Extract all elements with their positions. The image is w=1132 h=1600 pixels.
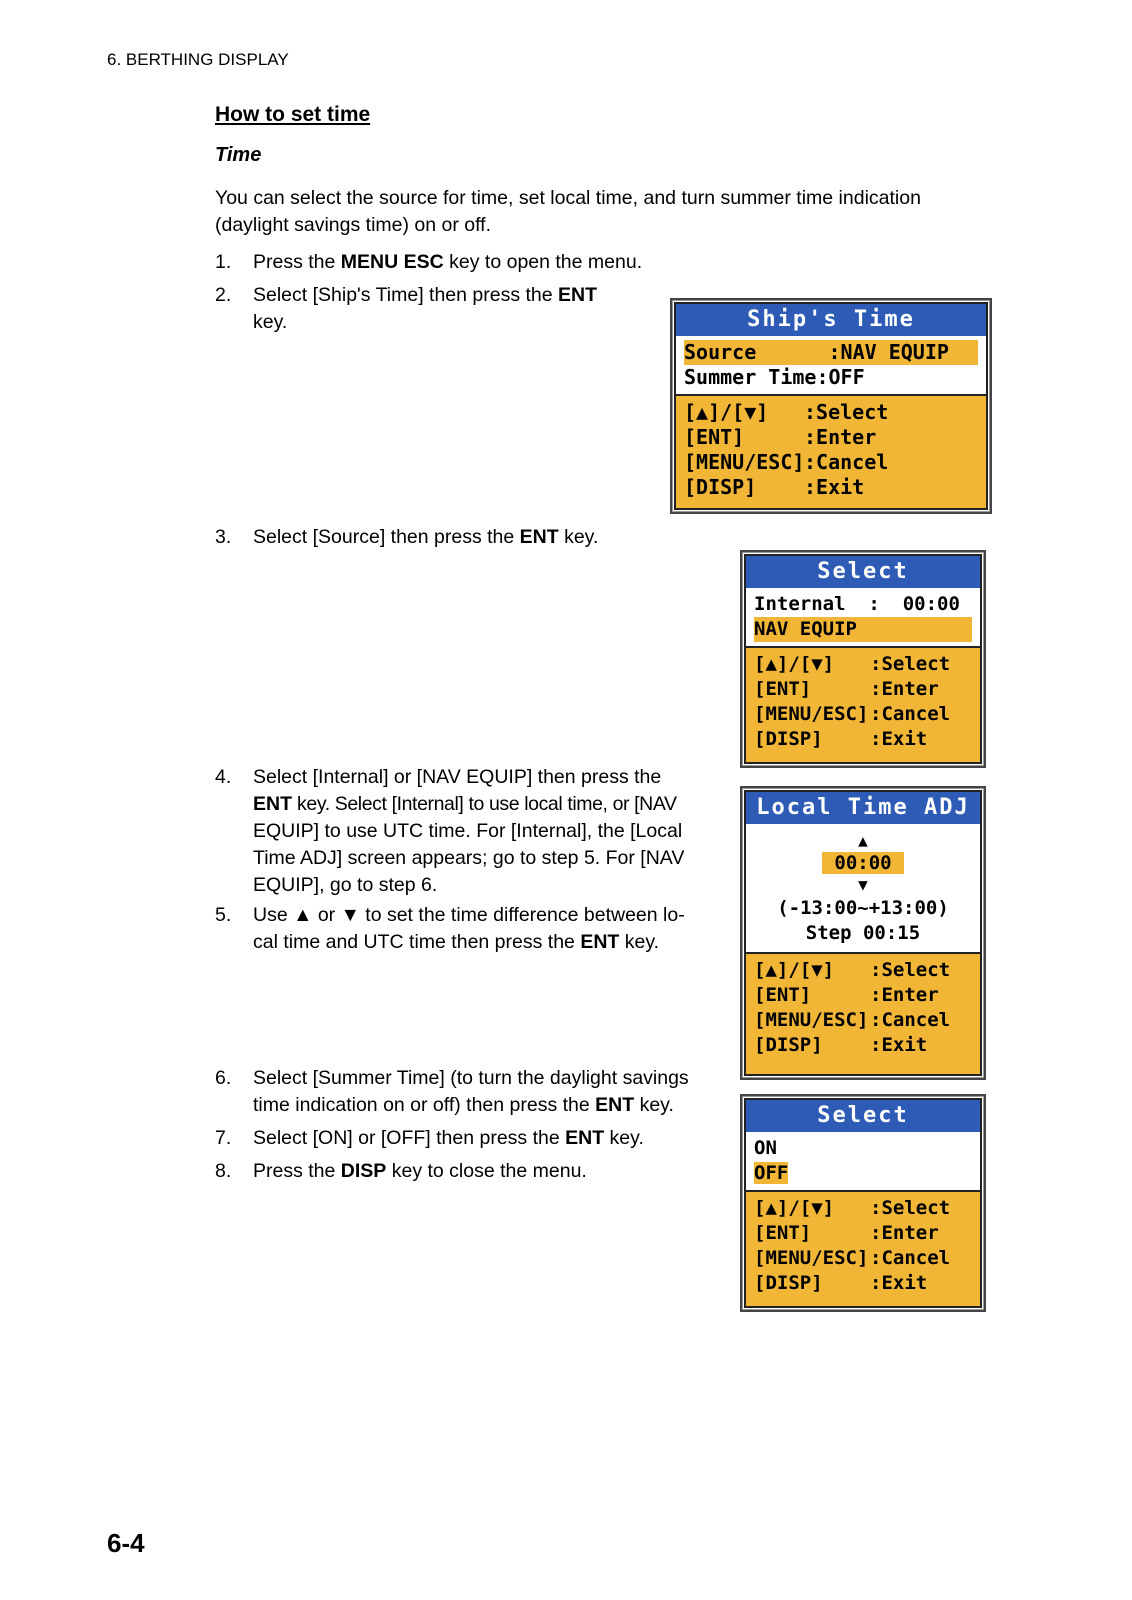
section-title: How to set time <box>215 103 371 126</box>
screen-title: Local Time ADJ <box>746 792 980 824</box>
screen-title: Ship's Time <box>676 304 986 336</box>
key-help: [▲]/[▼] :Select [ENT] :Enter [MENU/ESC] :Cancel [DISP] :Exit <box>746 954 980 1074</box>
option-on[interactable]: ON <box>754 1137 777 1159</box>
option-off[interactable]: OFF <box>754 1162 789 1184</box>
ships-time-screen <box>670 298 992 514</box>
offset-step: Step 00:15 <box>805 922 921 944</box>
page-number: 6-4 <box>107 1528 145 1558</box>
select-summer-time-screen <box>740 1094 986 1312</box>
key-help: [▲]/[▼] :Select [ENT] :Enter [MENU/ESC] :Cancel [DISP] :Exit <box>676 396 986 508</box>
screen-title: Select <box>746 1100 980 1132</box>
option-internal[interactable]: Internal : 00:00 <box>754 593 960 615</box>
offset-range: (-13:00~+13:00) <box>777 897 949 919</box>
select-source-screen <box>740 550 986 768</box>
down-arrow-icon[interactable]: ▼ <box>858 875 868 894</box>
menu-item-source[interactable]: Source :NAV EQUIP <box>684 340 978 365</box>
up-arrow-icon[interactable]: ▲ <box>858 831 868 850</box>
key-help: [▲]/[▼] :Select [ENT] :Enter [MENU/ESC] :Cancel [DISP] :Exit <box>746 648 980 762</box>
menu-item-summer-time[interactable]: Summer Time:OFF <box>684 365 865 389</box>
key-help: [▲]/[▼] :Select [ENT] :Enter [MENU/ESC] :Cancel [DISP] :Exit <box>746 1192 980 1306</box>
subtitle: Time <box>215 144 262 166</box>
screen-title: Select <box>746 556 980 588</box>
running-header: 6. BERTHING DISPLAY <box>107 50 289 69</box>
time-offset-value[interactable]: 00:00 <box>822 852 903 874</box>
local-time-adj-screen <box>740 786 986 1080</box>
intro-paragraph: You can select the source for time, set local time, and turn summer time indication (daylight savings time) on or off. <box>215 187 921 236</box>
option-nav-equip[interactable]: NAV EQUIP <box>754 617 972 642</box>
